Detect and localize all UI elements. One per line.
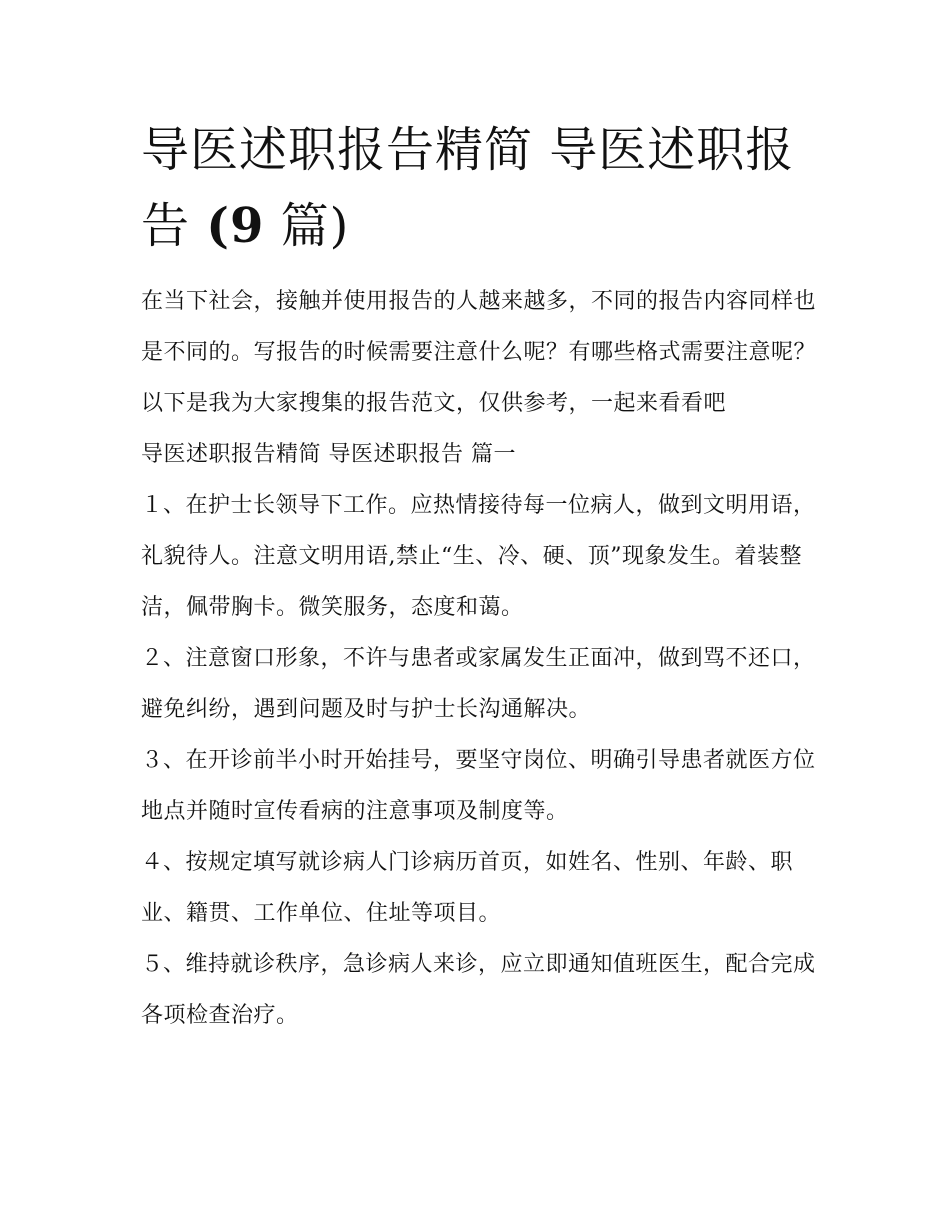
item-number: ３: [141, 748, 164, 773]
list-item: [141, 939, 821, 1041]
item-number: ２: [141, 646, 164, 671]
item-text: 、注意窗口形象，不许与患者或家属发生正面冲，做到骂不还口，避免纠纷，遇到问题及时与护士长沟通解决。: [141, 646, 816, 722]
document-page: [141, 112, 821, 1041]
title-paren-open: (: [206, 198, 230, 254]
document-title: [141, 112, 821, 264]
title-text: 导医述职报告精简 导医述职报告: [141, 122, 795, 254]
title-suffix: 篇): [264, 198, 350, 254]
title-count: 9: [229, 198, 265, 254]
section-heading: 导医述职报告精简 导医述职报告 篇一: [141, 442, 516, 467]
item-number: １: [141, 493, 164, 518]
list-item: [141, 633, 821, 735]
item-number: ５: [141, 952, 164, 977]
item-text: 、按规定填写就诊病人门诊病历首页，如姓名、性别、年龄、职业、籍贯、工作单位、住址等项目。: [141, 850, 794, 926]
item-text: 、在开诊前半小时开始挂号，要坚守岗位、明确引导患者就医方位地点并随时宣传看病的注意事项及制度等。: [141, 748, 816, 824]
intro-paragraph: 在当下社会，接触并使用报告的人越来越多，不同的报告内容同样也是不同的。写报告的时候需要注意什么呢？有哪些格式需要注意呢？以下是我为大家搜集的报告范文，仅供参考，一起来看看吧: [141, 289, 817, 416]
list-item: [141, 837, 821, 939]
list-item: [141, 480, 821, 633]
item-text: 、维持就诊秩序，急诊病人来诊，应立即通知值班医生，配合完成各项检查治疗。: [141, 952, 816, 1028]
list-item: [141, 735, 821, 837]
item-number: ４: [141, 850, 164, 875]
item-text: 、在护士长领导下工作。应热情接待每一位病人，做到文明用语，礼貌待人。注意文明用语,禁止“生、冷、硬、顶”现象发生。着装整洁，佩带胸卡。微笑服务，态度和蔼。: [141, 493, 816, 620]
